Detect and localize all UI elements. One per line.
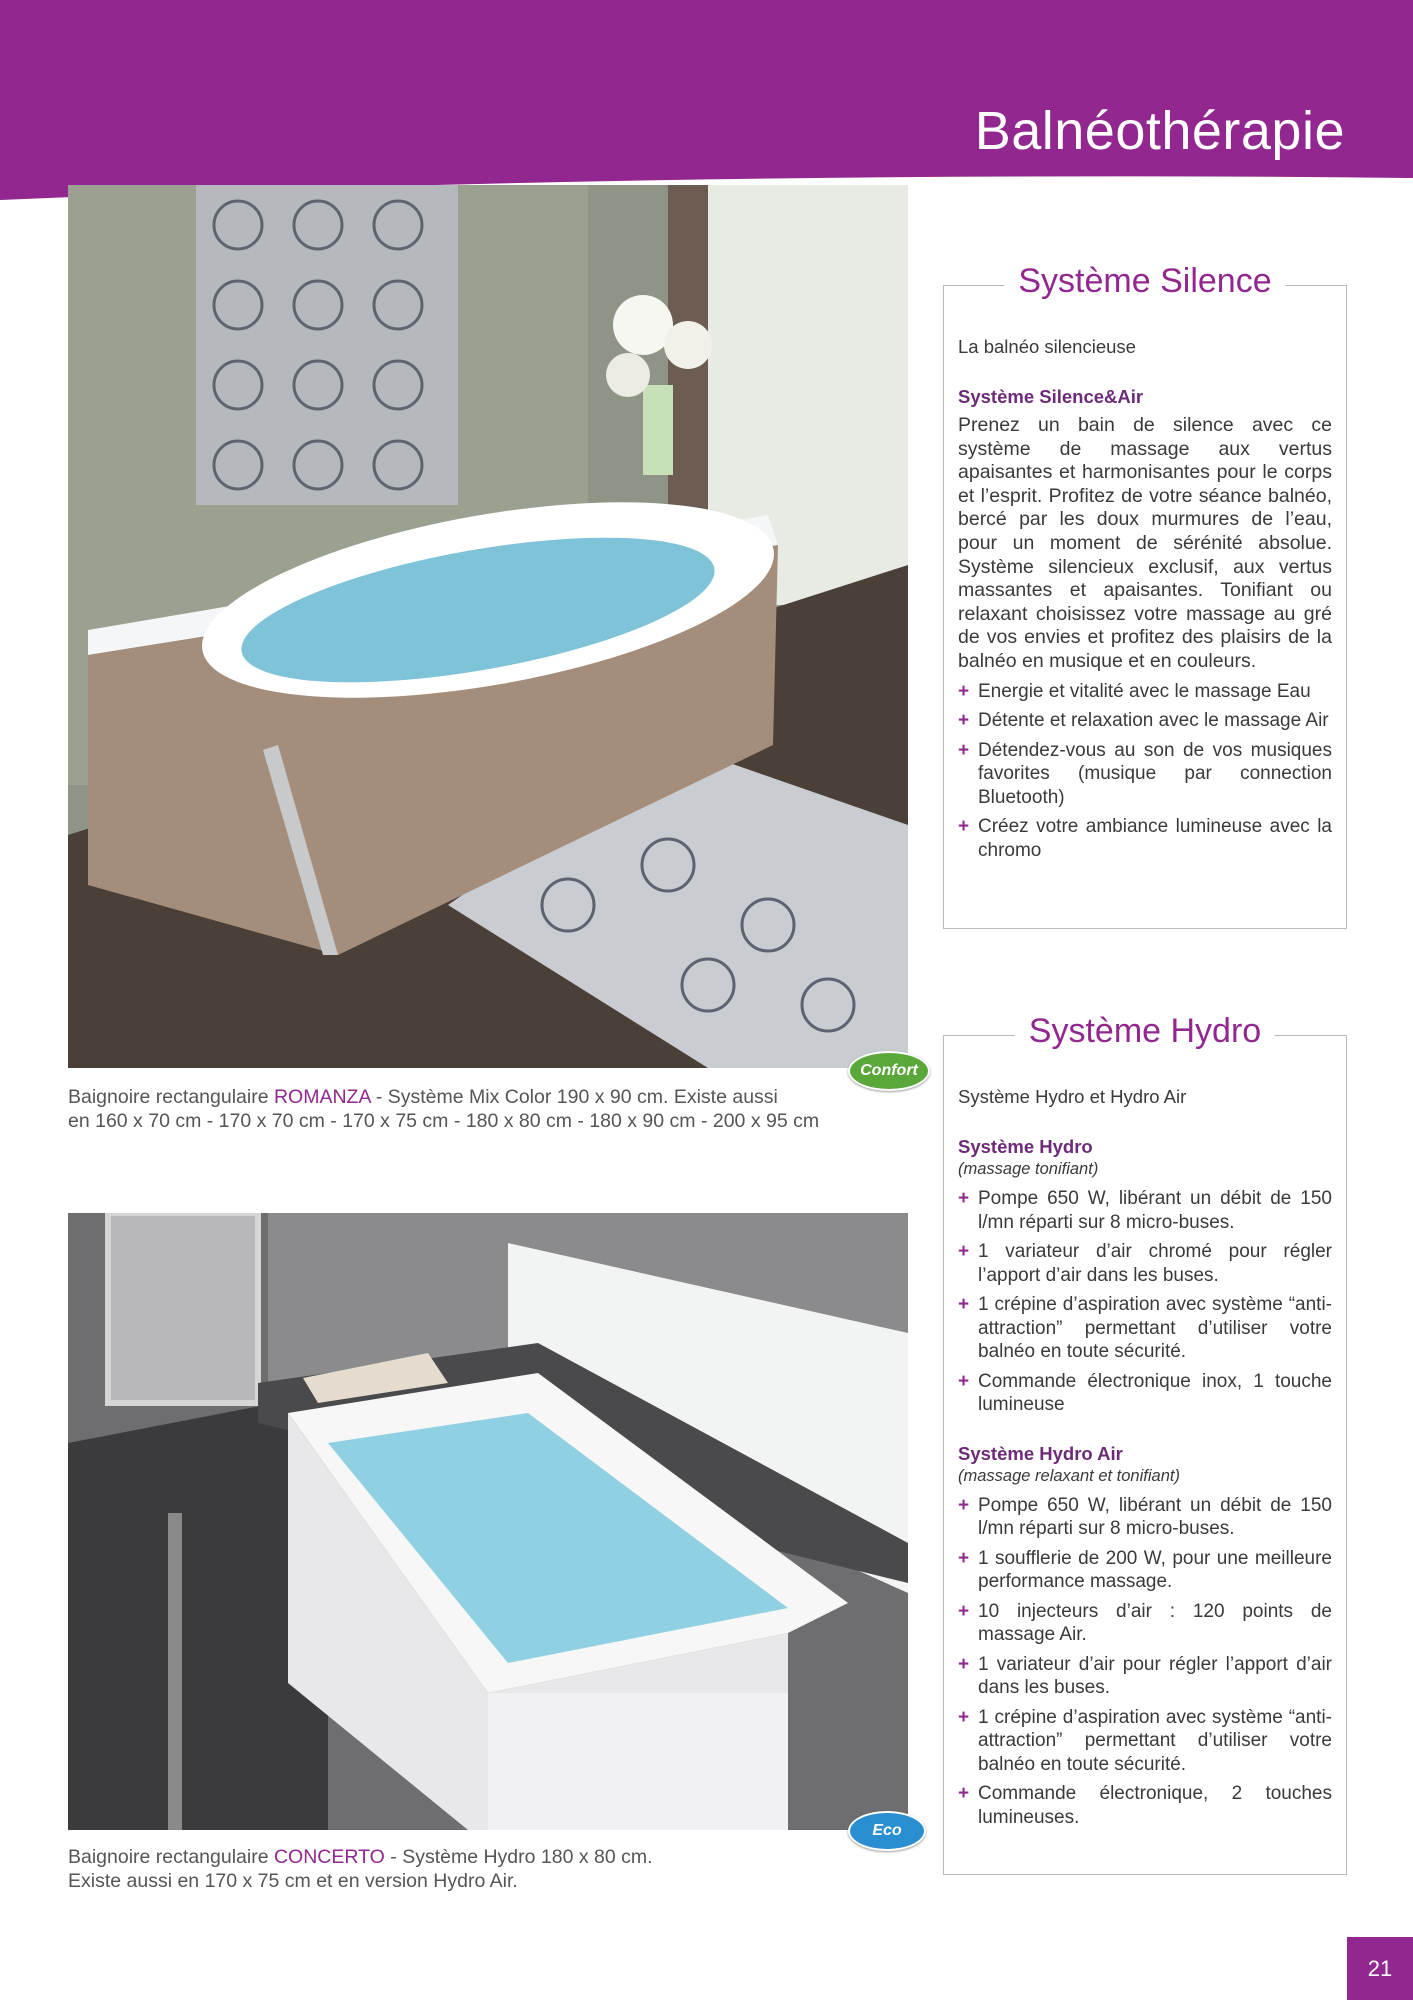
plus-icon: + — [958, 1188, 970, 1209]
plus-icon: + — [958, 1783, 970, 1804]
hydro-feature-list — [958, 1187, 1332, 1417]
bathtub-romanza-photo — [68, 185, 908, 1068]
eco-badge: Eco — [848, 1811, 926, 1851]
concerto-caption — [68, 1845, 908, 1893]
description-paragraph: Prenez un bain de silence avec ce système de massage aux vertus apaisantes et harmonisantes pour le corps et l’esprit. Profitez de votre séance balnéo, bercé par les doux murmures de l’eau, pour un moment de sérénité absolue. Système silencieux exclusif, aux vertus massantes et apaisantes. Tonifiant ou relaxant choisissez votre massage au gré de vos envies et profitez des plaisirs de la balnéo en musique et en couleurs. — [958, 414, 1332, 672]
plus-icon: + — [958, 1706, 970, 1728]
plus-icon: + — [958, 1241, 970, 1262]
plus-icon: + — [958, 739, 970, 761]
caption-rest: - Système Hydro 180 x 80 cm. — [384, 1846, 653, 1868]
plus-icon: + — [958, 1600, 970, 1622]
box-title: Système Hydro — [1015, 1012, 1275, 1051]
caption-prefix: Baignoire rectangulaire — [68, 1846, 274, 1868]
plus-icon: + — [958, 1653, 970, 1675]
systeme-silence-box — [943, 262, 1347, 929]
list-item: + Energie et vitalité avec le massage Eau — [958, 680, 1311, 702]
list-item: + Commande électronique inox, 1 touche lumineuse — [958, 1370, 1332, 1415]
page-title: Balnéothérapie — [974, 101, 1345, 161]
list-item: + Pompe 650 W, libérant un débit de 150 l/mn réparti sur 8 micro-buses. — [958, 1494, 1332, 1539]
feature-list — [958, 680, 1332, 863]
list-item: + Commande électronique, 2 touches lumineuses. — [958, 1783, 1332, 1828]
plus-icon: + — [958, 710, 970, 732]
romanza-caption — [68, 1085, 908, 1133]
list-item: + Pompe 650 W, libérant un débit de 150 l/mn réparti sur 8 micro-buses. — [958, 1188, 1332, 1233]
page-number: 21 — [1347, 1937, 1413, 2000]
list-item: + 1 crépine d’aspiration avec système “anti-attraction” permettant d’utiliser votre balnéo en toute sécurité. — [958, 1706, 1332, 1775]
list-item: + 10 injecteurs d’air : 120 points de massage Air. — [958, 1600, 1332, 1645]
list-item: + Détendez-vous au son de vos musiques favorites (musique par connection Bluetooth) — [958, 739, 1332, 808]
system-note: (massage tonifiant) — [958, 1160, 1099, 1178]
list-item: + 1 crépine d’aspiration avec système “anti-attraction” permettant d’utiliser votre balnéo en toute sécurité. — [958, 1294, 1332, 1362]
list-item: + 1 variateur d’air chromé pour régler l’apport d’air dans les buses. — [958, 1241, 1332, 1286]
caption-prefix: Baignoire rectangulaire — [68, 1086, 274, 1108]
caption-variants: Existe aussi en 170 x 75 cm et en version Hydro Air. — [68, 1870, 518, 1892]
system-heading: Système Silence&Air — [958, 386, 1144, 407]
system-note: (massage relaxant et tonifiant) — [958, 1466, 1180, 1485]
plus-icon: + — [958, 1294, 970, 1315]
confort-badge: Confort — [848, 1051, 930, 1091]
hydro-air-feature-list — [958, 1494, 1332, 1830]
list-item: + Détente et relaxation avec le massage Air — [958, 710, 1329, 732]
bathtub-concerto-photo — [68, 1213, 908, 1830]
caption-sizes: en 160 x 70 cm - 170 x 70 cm - 170 x 75 cm - 180 x 80 cm - 180 x 90 cm - 200 x 95 cm — [68, 1110, 820, 1132]
caption-rest: - Système Mix Color 190 x 90 cm. Existe aussi — [370, 1086, 778, 1108]
box-title: Système Silence — [1004, 262, 1285, 301]
plus-icon: + — [958, 1494, 970, 1516]
box-subtitle: La balnéo silencieuse — [958, 336, 1136, 357]
systeme-hydro-box — [943, 1012, 1347, 1875]
box-subtitle: Système Hydro et Hydro Air — [958, 1086, 1187, 1107]
plus-icon: + — [958, 680, 970, 702]
plus-icon: + — [958, 816, 970, 838]
model-name: ROMANZA — [273, 1086, 371, 1108]
model-name: CONCERTO — [273, 1846, 385, 1868]
list-item: + 1 variateur d’air pour régler l’apport d’air dans les buses. — [958, 1653, 1332, 1698]
plus-icon: + — [958, 1370, 970, 1392]
system-heading: Système Hydro — [958, 1136, 1093, 1157]
list-item: + 1 soufflerie de 200 W, pour une meilleure performance massage. — [958, 1547, 1332, 1592]
system-heading: Système Hydro Air — [958, 1442, 1123, 1464]
list-item: + Créez votre ambiance lumineuse avec la chromo — [958, 816, 1332, 861]
plus-icon: + — [958, 1547, 970, 1569]
